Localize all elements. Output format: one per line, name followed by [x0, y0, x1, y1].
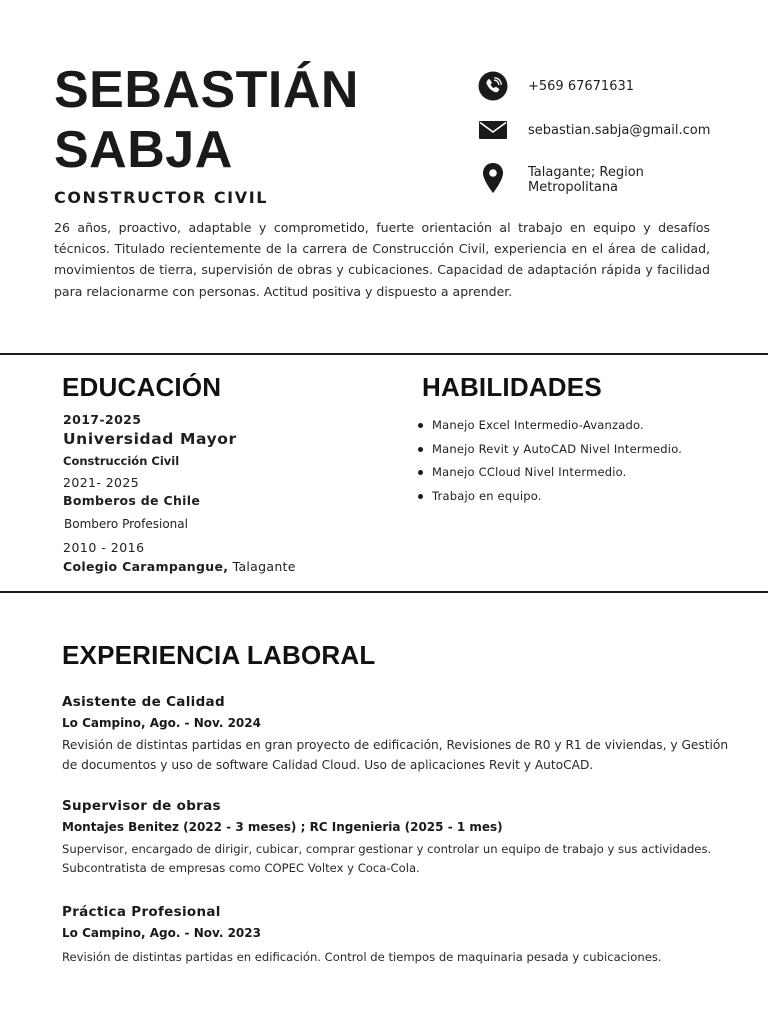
education-institution-2: Bomberos de Chile	[63, 493, 201, 508]
bullet-icon	[418, 447, 423, 452]
bullet-icon	[418, 494, 423, 499]
skill-item	[416, 487, 682, 511]
job-description: Revisión de distintas partidas en gran proyecto de edificación, Revisiones de R0 y R1 de viviendas, y Gestión de documentos y uso de software Calidad Cloud. Uso de aplicaciones Revit y AutoCAD.	[62, 738, 729, 772]
name-line-last: SABJA	[54, 121, 233, 179]
job-description: Revisión de distintas partidas en edificación. Control de tiempos de maquinaria pesada y cubicaciones.	[62, 950, 662, 964]
contact-phone-row	[478, 71, 635, 101]
skill-item	[416, 463, 682, 487]
education-years-3: 2010 - 2016	[63, 540, 145, 555]
education-years-2: 2021- 2025	[63, 475, 140, 490]
phone-icon	[478, 71, 508, 101]
contact-location-row	[478, 163, 644, 195]
contact-email-row	[478, 115, 711, 145]
skill-text: Manejo Excel Intermedio-Avanzado.	[432, 418, 644, 432]
profile-summary: 26 años, proactivo, adaptable y comprometido, fuerte orientación al trabajo en equipo y desafíos técnicos. Titulado recientemente de la carrera de Construcción Civil, experiencia en el área de calidad, movimientos de tierra, supervisión de obras y cubicaciones. Capacidad de adaptación rápida y facilidad para relacionarme con personas. Actitud positiva y dispuesto a aprender.	[54, 220, 710, 299]
section-divider-bottom	[0, 591, 768, 593]
skill-text: Manejo CCloud Nivel Intermedio.	[432, 465, 627, 480]
education-detail-2: Bombero Profesional	[64, 517, 188, 531]
bullet-icon	[418, 423, 423, 428]
name-line-first: SEBASTIÁN	[54, 61, 359, 119]
job-entry-1	[62, 693, 732, 775]
skill-item	[416, 416, 682, 440]
education-heading: EDUCACIÓN	[62, 372, 222, 402]
skill-item	[416, 440, 682, 464]
job-title: Práctica Profesional	[62, 904, 221, 920]
education-institution-3: Colegio Carampangue,	[63, 559, 229, 574]
job-description: Supervisor, encargado de dirigir, cubicar, comprar gestionar y controlar un equipo de trabajo y sus actividades. Subcontratista de empresas como COPEC Voltex y Coca-Cola.	[62, 842, 712, 875]
education-entry-3	[63, 559, 296, 574]
skill-text: Manejo Revit y AutoCAD Nivel Intermedio.	[432, 441, 683, 456]
experience-heading: EXPERIENCIA LABORAL	[62, 640, 376, 670]
job-company-dates: Lo Campino, Ago. - Nov. 2024	[62, 716, 261, 730]
job-title: Asistente de Calidad	[62, 694, 225, 710]
job-title: Supervisor de obras	[62, 798, 221, 814]
location-line-2: Metropolitana	[528, 180, 619, 195]
education-years-1: 2017-2025	[63, 412, 142, 427]
skills-heading: HABILIDADES	[422, 372, 602, 402]
education-institution-1: Universidad Mayor	[63, 430, 237, 448]
location-text	[528, 165, 644, 195]
job-role-title: CONSTRUCTOR CIVIL	[54, 188, 269, 207]
job-entry-3	[62, 903, 732, 967]
education-detail-3: Talagante	[232, 559, 296, 574]
candidate-name	[54, 60, 359, 180]
location-line-1: Talagante; Region	[528, 165, 644, 180]
phone-number[interactable]: +569 67671631	[528, 79, 635, 94]
job-entry-2	[62, 797, 732, 878]
education-detail-1: Construcción Civil	[63, 454, 180, 468]
skills-list	[416, 416, 682, 510]
location-pin-icon	[478, 163, 508, 193]
job-company-dates: Lo Campino, Ago. - Nov. 2023	[62, 926, 261, 940]
skill-text: Trabajo en equipo.	[432, 488, 542, 503]
email-address[interactable]: sebastian.sabja@gmail.com	[528, 123, 711, 138]
section-divider-top	[0, 353, 768, 355]
bullet-icon	[418, 470, 423, 475]
job-company-dates: Montajes Benitez (2022 - 3 meses) ; RC Ingenieria (2025 - 1 mes)	[62, 820, 503, 834]
mail-icon	[478, 115, 508, 145]
